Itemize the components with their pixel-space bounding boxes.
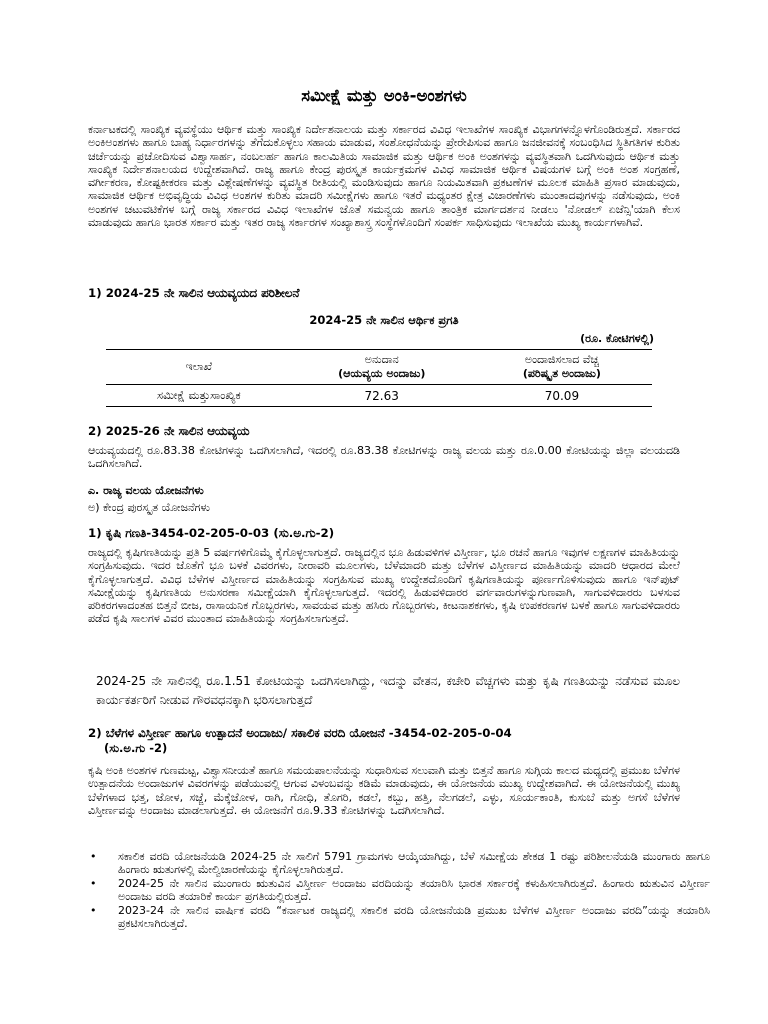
col-header-grant-line1: ಅನುದಾನ <box>364 353 399 366</box>
scheme1-allocation: 2024-25 ನೇ ಸಾಲಿನಲ್ಲಿ ರೂ.1.51 ಕೋಟಿಯನ್ನು ಒದಗಿಸಲಾಗಿದ್ದು, ಇದನ್ನು ವೇತನ, ಕಚೇರಿ ವೆಚ್ಚಗಳು ಮತ್ತು ಕೃಷಿ ಗಣತಿಯನ್ನು ನಡೆಸುವ ಮೂಲ ಕಾರ್ಯಕರ್ತರಿಗೆ ನೀಡುವ ಗೌರವಧನಕ್ಕಾಗಿ ಭರಿಸಲಾಗುತ್ತದೆ <box>96 674 680 707</box>
list-item-text: 2023-24 ನೇ ಸಾಲಿನ ವಾರ್ಷಿಕ ವರದಿ “ಕರ್ನಾಟಕ ರಾಜ್ಯದಲ್ಲಿ ಸಕಾಲಿಕ ವರದಿ ಯೋಜನೆಯಡಿ ಪ್ರಮುಖ ಬೆಳೆಗಳ ವಿಸ್ತೀರ್ಣ ಅಂದಾಜು ವರದಿ”ಯನ್ನು ತಯಾರಿಸಿ ಪ್ರಕಟಿಸಲಾಗಿರುತ್ತದೆ. <box>118 904 710 931</box>
intro-paragraph: ಕರ್ನಾಟಕದಲ್ಲಿ ಸಾಂಖ್ಯಿಕ ವ್ಯವಸ್ಥೆಯು ಆರ್ಥಿಕ ಮತ್ತು ಸಾಂಖ್ಯಿಕ ನಿರ್ದೇಶನಾಲಯ ಮತ್ತು ಸರ್ಕಾರದ ವಿವಿಧ ಇಲಾಖೆಗಳ ಸಾಂಖ್ಯಿಕ ವಿಭಾಗಗಳನ್ನೊಳಗೊಂಡಿರುತ್ತದೆ. ಸರ್ಕಾರದ ಅಂಕಿಅಂಶಗಳು ಹಾಗೂ ಬಾಹ್ಯ ನಿರ್ಧಾರಗಳನ್ನು ತೆಗೆದುಕೊಳ್ಳಲು ಸಹಾಯ ಮಾಡುವ, ಸಂಶೋಧನೆಯನ್ನು ಪ್ರೇರೇಪಿಸುವ ಹಾಗೂ ಜನಜೀವನಕ್ಕೆ ಸಂಬಂಧಿಸಿದ ಸ್ಥಿತಿಗತಿಗಳ ಕುರಿತು ಚರ್ಚೆಯನ್ನು ಪ್ರಚೋದಿಸುವ ವಿಶ್ವಾಸಾರ್ಹ, ನಂಬಲರ್ಹ ಹಾಗೂ ಕಾಲಮಿತಿಯ ಸಾಮಾಜಿಕ ಮತ್ತು ಆರ್ಥಿಕ ಅಂಕಿ ಅಂಶಗಳನ್ನು ವ್ಯವಸ್ಥಿತವಾಗಿ ಒದಗಿಸುವುದು ಆರ್ಥಿಕ ಮತ್ತು ಸಾಂಖ್ಯಿಕ ನಿರ್ದೇಶನಾಲಯದ ಉದ್ದೇಶವಾಗಿದೆ. ರಾಜ್ಯ ಹಾಗೂ ಕೇಂದ್ರ ಪುರಸ್ಕೃತ ಕಾರ್ಯಕ್ರಮಗಳ ವಿವಿಧ ಸಾಮಾಜಿಕ ಆರ್ಥಿಕ ವಿಷಯಗಳ ಬಗ್ಗೆ ಅಂಕಿ ಅಂಶ ಸಂಗ್ರಹಣೆ, ವರ್ಗೀಕರಣ, ಕೋಷ್ಟಕೀಕರಣ ಮತ್ತು ವಿಶ್ಲೇಷಣೆಗಳನ್ನು ವ್ಯವಸ್ಥಿತ ರೀತಿಯಲ್ಲಿ ಮಂಡಿಸುವುದು ಹಾಗೂ ನಿಯಮಿತವಾಗಿ ಪ್ರಕಟಣೆಗಳ ಮೂಲಕ ಮಾಹಿತಿ ಪ್ರಸಾರ ಮಾಡುವುದು, ಸಾಮಾಜಿಕ ಆರ್ಥಿಕ ಅಭಿವೃದ್ಧಿಯ ವಿವಿಧ ಅಂಶಗಳ ಕುರಿತು ಮಾದರಿ ಸಮೀಕ್ಷೆಗಳು ಹಾಗೂ ಇತರೆ ಮಧ್ಯಂತರ ಕ್ಷೇತ್ರ ವಿಚಾರಣೆಗಳು ಮುಂತಾದವುಗಳನ್ನು ನಡೆಸುವುದು, ಅಂಕಿ ಅಂಶಗಳ ಚಟುವಟಿಕೆಗಳ ಬಗ್ಗೆ ರಾಜ್ಯ ಸರ್ಕಾರದ ವಿವಿಧ ಇಲಾಖೆಗಳ ಜೊತೆ ಸಮನ್ವಯ ಹಾಗೂ ತಾಂತ್ರಿಕ ಮಾರ್ಗದರ್ಶನ ನೀಡಲು 'ನೋಡಲ್ ಏಜೆನ್ಸಿ'ಯಾಗಿ ಕೆಲಸ ಮಾಡುವುದು ಹಾಗೂ ಭಾರತ ಸರ್ಕಾರ ಮತ್ತು ಇತರ ರಾಜ್ಯ ಸರ್ಕಾರಗಳ ಸಂಖ್ಯಾಶಾಸ್ತ್ರ ಸಂಸ್ಥೆಗಳೊಂದಿಗೆ ಸಂಪರ್ಕ ಸಾಧಿಸುವುದು ಇಲಾಖೆಯ ಮುಖ್ಯ ಕಾರ್ಯಗಳಾಗಿವೆ. <box>88 123 680 230</box>
list-item-text: ಸಕಾಲಿಕ ವರದಿ ಯೋಜನೆಯಡಿ 2024-25 ನೇ ಸಾಲಿಗೆ 5791 ಗ್ರಾಮಗಳು ಆಯ್ಕೆಯಾಗಿದ್ದು, ಬೆಳೆ ಸಮೀಕ್ಷೆಯ ಶೇಕಡ 1 ರಷ್ಟು ಪರಿಶೀಲನೆಯಡಿ ಮುಂಗಾರು ಹಾಗೂ ಹಿಂಗಾರು ಋತುಗಳಲ್ಲಿ ಮೇಲ್ವಿಚಾರಣೆಯನ್ನು ಕೈಗೊಳ್ಳಲಾಗಿರುತ್ತದೆ. <box>118 850 710 877</box>
table-title: 2024-25 ನೇ ಸಾಲಿನ ಆರ್ಥಿಕ ಪ್ರಗತಿ <box>309 313 459 327</box>
col-header-department-label: ಇಲಾಖೆ <box>185 360 213 373</box>
list-item-text: 2024-25 ನೇ ಸಾಲಿನ ಮುಂಗಾರು ಋತುವಿನ ವಿಸ್ತೀರ್ಣ ಅಂದಾಜು ವರದಿಯನ್ನು ತಯಾರಿಸಿ ಭಾರತ ಸರ್ಕಾರಕ್ಕೆ ಕಳುಹಿಸಲಾಗಿರುತ್ತದೆ. ಹಿಂಗಾರು ಋತುವಿನ ವಿಸ್ತೀರ್ಣ ಅಂದಾಜು ವರದಿ ತಯಾರಿಕೆ ಕಾರ್ಯ ಪ್ರಗತಿಯಲ್ಲಿರುತ್ತದೆ. <box>118 877 710 904</box>
cell-expenditure: 70.09 <box>472 385 652 407</box>
cell-grant: 72.63 <box>292 385 472 407</box>
budget-table <box>106 349 652 407</box>
col-header-expenditure <box>472 350 652 385</box>
section2-paragraph: ಆಯವ್ಯಯದಲ್ಲಿ ರೂ.83.38 ಕೋಟಿಗಳನ್ನು ಒದಗಿಸಲಾಗಿದೆ, ಇದರಲ್ಲಿ ರೂ.83.38 ಕೋಟಿಗಳನ್ನು ರಾಜ್ಯ ವಲಯ ಮತ್ತು ರೂ.0.00 ಕೋಟಿಯನ್ನು ಜಿಲ್ಲಾ ವಲಯದಡಿ ಒದಗಿಸಲಾಗಿದೆ. <box>88 444 680 471</box>
col-header-expenditure-line1: ಅಂದಾಜಿಸಲಾದ ವೆಚ್ಚ <box>524 353 599 366</box>
bullet-icon: • <box>90 877 97 891</box>
table-row <box>106 385 652 407</box>
state-sector-heading: ಎ. ರಾಜ್ಯ ವಲಯ ಯೋಜನೆಗಳು <box>88 484 204 497</box>
list-item <box>90 877 710 904</box>
scheme1-heading: 1) ಕೃಷಿ ಗಣತಿ-3454-02-205-0-03 (ಸು.ಅ.ಗು-2) <box>88 526 335 540</box>
section1-heading: 1) 2024-25 ನೇ ಸಾಲಿನ ಆಯವ್ಯಯದ ಪರಿಶೀಲನೆ <box>88 286 300 300</box>
col-header-expenditure-line2: (ಪರಿಷ್ಕೃತ ಅಂದಾಜು) <box>522 367 601 380</box>
section2-heading: 2) 2025-26 ನೇ ಸಾಲಿನ ಆಯವ್ಯಯ <box>88 424 250 438</box>
list-item <box>90 850 710 877</box>
scheme2-bullet-list <box>88 850 710 931</box>
list-item <box>90 904 710 931</box>
col-header-grant <box>292 350 472 385</box>
cell-department: ಸಮೀಕ್ಷೆ ಮತ್ತುಸಾಂಖ್ಯಿಕ <box>106 385 292 407</box>
col-header-grant-line2: (ಆಯವ್ಯಯ ಅಂದಾಜು) <box>338 367 426 380</box>
scheme2-heading-code: (ಸು.ಅ.ಗು -2) <box>104 741 168 755</box>
state-sector-subheading: ಅ) ಕೇಂದ್ರ ಪುರಸ್ಕೃತ ಯೋಜನೆಗಳು <box>88 501 210 514</box>
page-title: ಸಮೀಕ್ಷೆ ಮತ್ತು ಅಂಕಿ-ಅಂಶಗಳು <box>301 86 467 105</box>
scheme2-paragraph: ಕೃಷಿ ಅಂಕಿ ಅಂಶಗಳ ಗುಣಮಟ್ಟ, ವಿಶ್ವಾಸನೀಯತೆ ಹಾಗೂ ಸಮಯಪಾಲನೆಯನ್ನು ಸುಧಾರಿಸುವ ಸಲುವಾಗಿ ಮತ್ತು ಬಿತ್ತನೆ ಹಾಗೂ ಸುಗ್ಗಿಯ ಕಾಲದ ಮಧ್ಯದಲ್ಲಿ ಪ್ರಮುಖ ಬೆಳೆಗಳ ಉತ್ಪಾದನೆಯ ಅಂದಾಜುಗಳ ವಿವರಗಳನ್ನು ಪಡೆಯುವಲ್ಲಿ ಆಗುವ ವಿಳಂಬವನ್ನು ಕಡಿಮೆ ಮಾಡುವುದು, ಈ ಯೋಜನೆಯ ಮುಖ್ಯ ಉದ್ದೇಶವಾಗಿದೆ. ಈ ಯೋಜನೆಯಲ್ಲಿ ಮುಖ್ಯ ಬೆಳೆಗಳಾದ ಭತ್ತ, ಜೋಳ, ಸಜ್ಜೆ, ಮೆಕ್ಕೆಜೋಳ, ರಾಗಿ, ಗೋಧಿ, ತೊಗರಿ, ಕಡಲೆ, ಕಬ್ಬು, ಹತ್ತಿ, ನೆಲಗಡಲೆ, ಎಳ್ಳು, ಸೂರ್ಯಕಾಂತಿ, ಕುಸುಬೆ ಮತ್ತು ಅಗಸೆ ಬೆಳೆಗಳ ವಿಸ್ತೀರ್ಣವನ್ನು ಅಂದಾಜು ಮಾಡಲಾಗುತ್ತದೆ. ಈ ಯೋಜನೆಗೆ ರೂ.9.33 ಕೋಟಿಗಳನ್ನು ಒದಗಿಸಲಾಗಿದೆ. <box>88 764 680 817</box>
table-unit: (ರೂ. ಕೋಟಿಗಳಲ್ಲಿ) <box>580 332 654 345</box>
scheme1-paragraph: ರಾಜ್ಯದಲ್ಲಿ ಕೃಷಿಗಣತಿಯನ್ನು ಪ್ರತಿ 5 ವರ್ಷಗಳಿಗೊಮ್ಮೆ ಕೈಗೊಳ್ಳಲಾಗುತ್ತದೆ. ರಾಜ್ಯದಲ್ಲಿನ ಭೂ ಹಿಡುವಳಿಗಳ ವಿಸ್ತೀರ್ಣ, ಭೂ ರಚನೆ ಹಾಗೂ ಇವುಗಳ ಲಕ್ಷಣಗಳ ಮಾಹಿತಿಯನ್ನು ಸಂಗ್ರಹಿಸುವುದು. ಇದರ ಜೊತೆಗೆ ಭೂ ಬಳಕೆ ವಿವರಗಳು, ನೀರಾವರಿ ಮೂಲಗಳು, ಬೆಳೆಮಾದರಿ ಮತ್ತು ಬೆಳೆಗಳ ವಿಸ್ತೀರ್ಣದ ಮಾಹಿತಿಯನ್ನು ಮಾದರಿ ಆಧಾರದ ಮೇಲೆ ಕೈಗೊಳ್ಳಲಾಗುತ್ತದೆ. ವಿವಿಧ ಬೆಳೆಗಳ ವಿಸ್ತೀರ್ಣದ ಮಾಹಿತಿಯನ್ನು ಸಂಗ್ರಹಿಸುವ ಮುಖ್ಯ ಉದ್ದೇಶದೊಂದಿಗೆ ಕೃಷಿಗಣತಿಯನ್ನು ಪೂರ್ಣಗೊಳಿಸುವುದು ಹಾಗೂ ಇನ್‌ಪುಟ್ ಸಮೀಕ್ಷೆಯನ್ನು ಕೃಷಿಗಣತಿಯ ಅನುಸರಣಾ ಸಮೀಕ್ಷೆಯಾಗಿ ಕೈಗೊಳ್ಳಲಾಗುತ್ತದೆ. ಇದರಲ್ಲಿ ಹಿಡುವಳಿದಾರರ ವರ್ಗವಾರುಗಳನ್ನುಗುಣವಾಗಿ, ಸಾಗುವಳಿದಾರರು ಬಳಸುವ ಪರಿಕರಗಳಾದಂತಹ ಬಿತ್ತನೆ ಬೀಜ, ರಾಸಾಯನಿಕ ಗೊಬ್ಬರಗಳು, ಸಾವಯವ ಮತ್ತು ಹಸಿರು ಗೊಬ್ಬರಗಳು, ಕೀಟನಾಶಕಗಳು, ಕೃಷಿ ಉಪಕರಣಗಳ ಬಳಕೆ ಹಾಗೂ ಸಾಗುವಳಿದಾರರು ಪಡೆದ ಕೃಷಿ ಸಾಲಗಳ ವಿವರ ಮುಂತಾದ ಮಾಹಿತಿಯನ್ನು ಸಂಗ್ರಹಿಸಲಾಗುತ್ತದೆ. <box>88 546 680 626</box>
col-header-department <box>106 350 292 385</box>
bullet-icon: • <box>90 904 97 918</box>
scheme2-heading: 2) ಬೆಳೆಗಳ ವಿಸ್ತೀರ್ಣ ಹಾಗೂ ಉತ್ಪಾದನೆ ಅಂದಾಜು/ ಸಕಾಲಿಕ ವರದಿ ಯೋಜನೆ -3454-02-205-0-04 <box>88 726 512 740</box>
bullet-icon: • <box>90 850 97 863</box>
table-header-row <box>106 350 652 385</box>
